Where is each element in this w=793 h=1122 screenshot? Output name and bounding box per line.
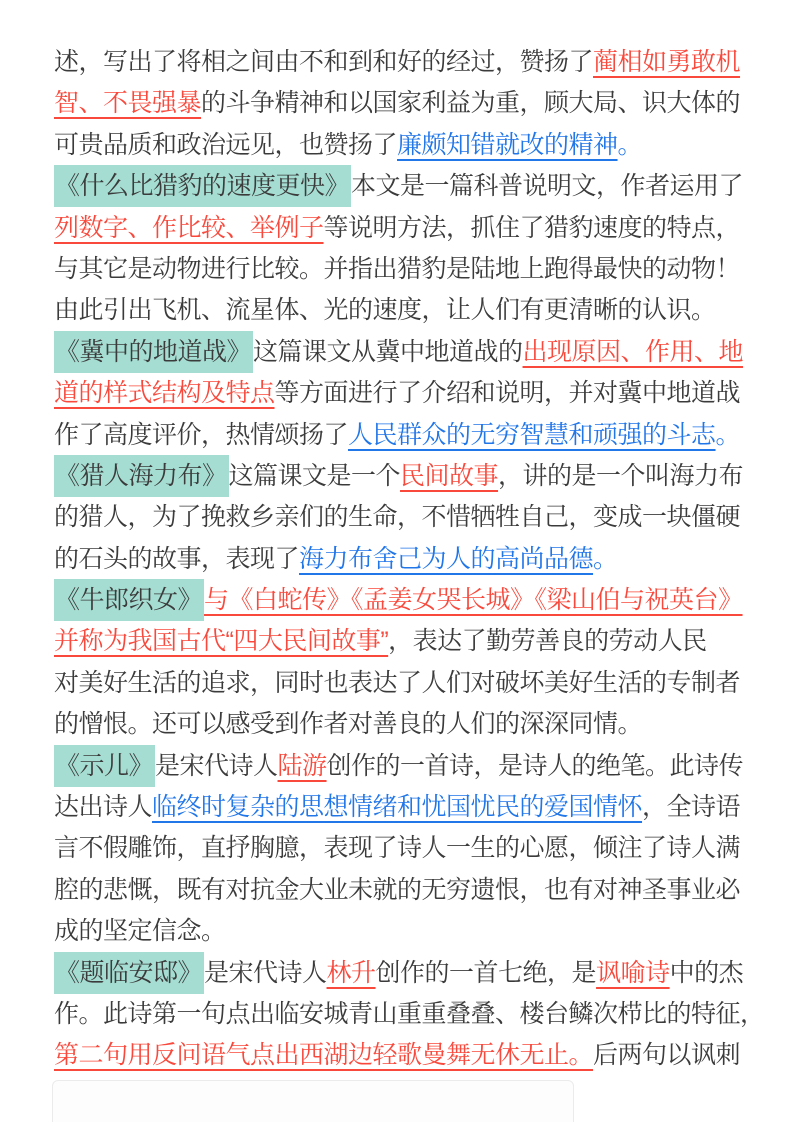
- text-line: [54, 787, 764, 828]
- red-emphasis-text: 讽喻诗: [596, 958, 670, 987]
- red-emphasis-text: 民间故事: [400, 461, 499, 490]
- red-emphasis-text: 陆游: [277, 751, 327, 780]
- text-line: [54, 704, 764, 745]
- body-text: 这篇课文是一个: [228, 461, 401, 490]
- blue-emphasis-text: 临终时复杂的思想情绪和忧国忧民的爱国情怀: [152, 793, 643, 822]
- body-text: ，表达了勤劳善良的劳动人民: [388, 627, 707, 656]
- red-emphasis-text: 道的样式结构及特点: [54, 379, 275, 408]
- text-line: [54, 1035, 764, 1076]
- body-text: 作了高度评价，热情颂扬了: [54, 420, 349, 449]
- body-text: 述，写出了将相之间由不和到和好的经过，赞扬了: [54, 48, 594, 76]
- red-emphasis-text: 并称为我国古代“四大民间故事”: [54, 627, 389, 656]
- red-emphasis-text: 第二句用反问语气点出西湖边轻歌曼舞无休无止。: [54, 1041, 594, 1070]
- body-text: 可贵品质和政治远见，也赞扬了: [54, 130, 398, 159]
- body-text: 成的坚定信念。: [54, 917, 226, 946]
- text-line: [54, 249, 764, 290]
- text-line: [54, 828, 764, 869]
- text-line: [54, 870, 764, 911]
- blue-emphasis-text: 。: [715, 420, 741, 449]
- body-text: 的憎恨。还可以感受到作者对善良的人们的深深同情。: [54, 710, 643, 739]
- body-text: 言不假雕饰，直抒胸臆，表现了诗人一生的心愿，倾注了诗人满: [54, 834, 741, 863]
- highlighted-lesson-title: 《示儿》: [54, 745, 155, 787]
- body-text: 由此引出飞机、流星体、光的速度，让人们有更清晰的认识。: [54, 296, 716, 325]
- highlighted-lesson-title: 《冀中的地道战》: [54, 331, 253, 373]
- body-text: 这篇课文从冀中地道战的: [253, 337, 523, 366]
- body-text: 达出诗人: [54, 793, 153, 822]
- body-text: 作。此诗第一句点出临安城青山重重叠叠、楼台鳞次栉比的特征，: [54, 999, 765, 1028]
- blue-emphasis-text: 人民群众的无穷智慧和顽强的斗志: [348, 420, 716, 449]
- body-text: 的猎人，为了挽救乡亲们的生命，不惜牺牲自己，变成一块僵硬: [54, 503, 741, 532]
- text-line: [54, 125, 764, 166]
- body-text: ，全诗语: [642, 793, 741, 822]
- text-line: [54, 663, 764, 704]
- body-text: 是宋代诗人: [155, 751, 278, 780]
- text-line: [54, 42, 764, 83]
- text-line: [54, 373, 764, 414]
- blue-emphasis-text: 廉颇知错就改的精神: [397, 130, 618, 159]
- text-line: [54, 621, 764, 662]
- body-text: 创作的一首诗，是诗人的绝笔。此诗传: [326, 751, 744, 780]
- body-text: ，讲的是一个叫海力布: [498, 461, 744, 490]
- body-text: 本文是一篇科普说明文，作者运用了: [351, 172, 744, 201]
- text-line: [54, 166, 764, 207]
- text-line: [54, 746, 764, 787]
- text-line: [54, 415, 764, 456]
- text-line: [54, 83, 764, 124]
- red-emphasis-text: 出现原因、作用、地: [522, 337, 744, 366]
- text-line: [54, 580, 764, 621]
- body-text: 中的杰: [669, 958, 744, 987]
- text-line: [54, 332, 764, 373]
- text-line: [54, 953, 764, 994]
- text-line: [54, 911, 764, 952]
- blue-emphasis-text: 海力布舍己为人的高尚品德: [299, 544, 594, 573]
- red-emphasis-text: 蔺相如勇敢机: [593, 48, 741, 76]
- highlighted-lesson-title: 《题临安邸》: [54, 952, 204, 994]
- body-text: 后两句以讽刺: [593, 1041, 741, 1070]
- red-emphasis-text: 林升: [326, 958, 376, 987]
- highlighted-lesson-title: 《牛郎织女》: [54, 579, 204, 621]
- body-text: 是宋代诗人: [204, 958, 327, 987]
- document-body: [54, 42, 764, 1077]
- text-line: [54, 539, 764, 580]
- body-text: 与其它是动物进行比较。并指出猎豹是陆地上跑得最快的动物！: [54, 254, 741, 283]
- body-text: 等说明方法，抓住了猎豹速度的特点，: [323, 213, 741, 242]
- text-line: [54, 456, 764, 497]
- body-text: 创作的一首七绝，是: [375, 958, 597, 987]
- body-text: 等方面进行了介绍和说明，并对冀中地道战: [274, 379, 741, 408]
- text-line: [54, 290, 764, 331]
- blue-emphasis-text: 。: [593, 544, 618, 573]
- text-line: [54, 208, 764, 249]
- body-text: 对美好生活的追求，同时也表达了人们对破坏美好生活的专制者: [54, 668, 741, 697]
- text-line: [54, 994, 764, 1035]
- blue-emphasis-text: 。: [617, 130, 643, 159]
- body-text: 腔的悲慨，既有对抗金大业未就的无穷遗恨，也有对神圣事业必: [54, 875, 741, 904]
- highlighted-lesson-title: 《什么比猎豹的速度更快》: [54, 165, 351, 207]
- body-text: 的石头的故事，表现了: [54, 544, 300, 573]
- cutoff-box-outline: [52, 1080, 574, 1122]
- red-emphasis-text: 列数字、作比较、举例子: [54, 213, 324, 242]
- text-line: [54, 497, 764, 538]
- highlighted-lesson-title: 《猎人海力布》: [54, 455, 229, 497]
- red-emphasis-text: 与《白蛇传》《孟姜女哭长城》《梁山伯与祝英台》: [204, 586, 743, 615]
- red-emphasis-text: 智、不畏强暴: [54, 89, 202, 118]
- body-text: 的斗争精神和以国家利益为重，顾大局、识大体的: [201, 89, 741, 118]
